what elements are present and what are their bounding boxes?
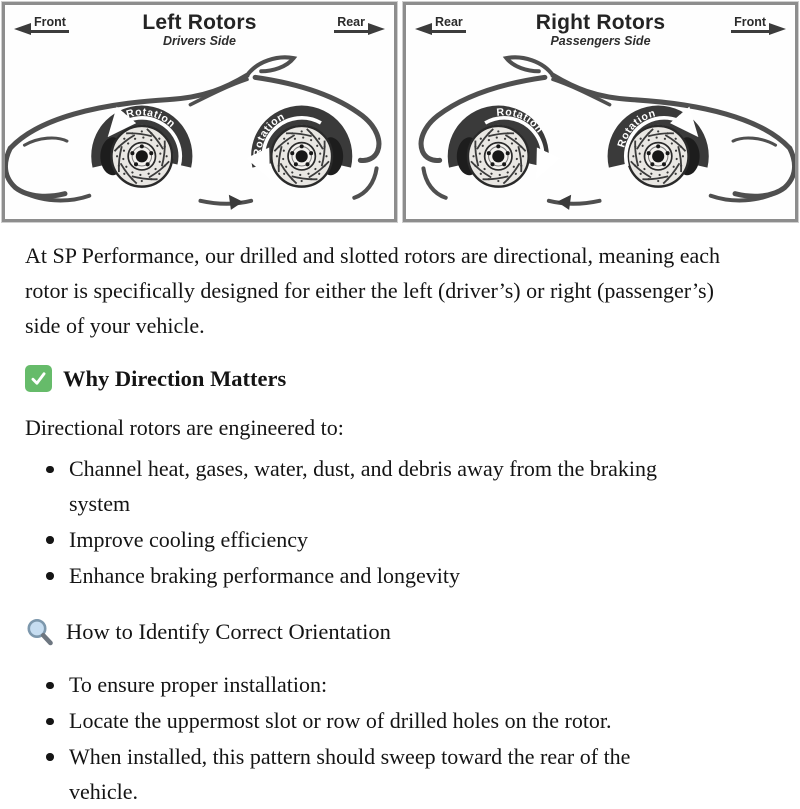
diagram-panel-left: [2, 2, 397, 222]
engineered-to-lead: Directional rotors are engineered to:: [25, 415, 344, 441]
rotation-label: Rotation: [495, 106, 546, 136]
why-bullet-list: [25, 452, 697, 593]
front-direction-arrow: [14, 16, 69, 33]
right-arrow-icon: [368, 23, 385, 35]
list-item: Enhance braking performance and longevity: [65, 559, 697, 594]
direction-label: Front: [31, 16, 69, 33]
intro-paragraph: At SP Performance, our drilled and slotted rotors are directional, meaning each rotor is specifically designed for either the left (driver’s) or right (passenger’s) side of your vehicle.: [25, 243, 721, 338]
direction-label: Rear: [432, 16, 466, 33]
diagram-panel-right: [403, 2, 798, 222]
list-item: To ensure proper installation:: [65, 668, 697, 703]
rear-direction-arrow: [415, 16, 466, 33]
how-bullet-list: [25, 668, 697, 809]
front-direction-arrow: [731, 16, 786, 33]
rotation-label: Rotation: [615, 107, 658, 149]
direction-label: Rear: [334, 16, 368, 33]
car-illustration-left: [5, 47, 394, 219]
panel-title: Right Rotors: [535, 11, 666, 34]
rear-direction-arrow: [334, 16, 385, 33]
identify-orientation-heading: [25, 617, 770, 647]
panel-subtitle: Passengers Side: [550, 34, 651, 48]
rotation-label: Rotation: [251, 110, 287, 157]
left-arrow-icon: [415, 23, 432, 35]
heading-text: How to Identify Correct Orientation: [66, 619, 391, 645]
list-item: Channel heat, gases, water, dust, and debris away from the braking system: [65, 452, 697, 522]
check-mark-icon: [25, 365, 52, 392]
heading-text: Why Direction Matters: [63, 365, 287, 391]
article-body: [0, 222, 800, 809]
direction-label: Front: [731, 16, 769, 33]
list-item: Locate the uppermost slot or row of drilled holes on the rotor.: [65, 704, 697, 739]
magnifying-glass-icon: [25, 617, 55, 647]
panel-title: Left Rotors: [142, 11, 257, 34]
panel-subtitle: Drivers Side: [163, 34, 236, 48]
car-illustration-right: [406, 47, 795, 219]
right-arrow-icon: [769, 23, 786, 35]
rotation-label: Rotation: [125, 106, 178, 131]
rotor-direction-diagram: [0, 0, 800, 222]
left-arrow-icon: [14, 23, 31, 35]
list-item: When installed, this pattern should sweep toward the rear of the vehicle.: [65, 740, 697, 809]
list-item: Improve cooling efficiency: [65, 523, 697, 558]
why-direction-matters-heading: [25, 365, 770, 392]
